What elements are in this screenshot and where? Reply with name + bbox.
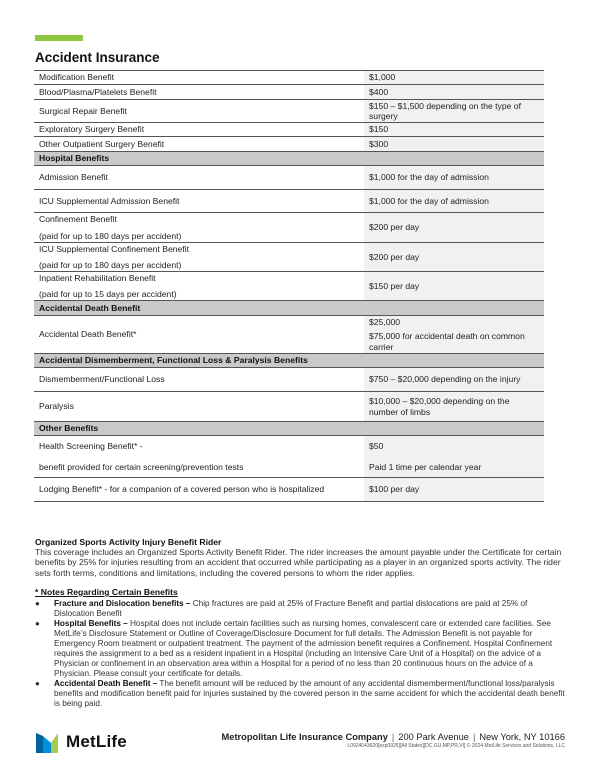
benefit-amount-cell xyxy=(364,436,544,478)
benefit-amount-secondary: $75,000 for accidental death on common carrier xyxy=(369,331,525,352)
logo-text: MetLife xyxy=(66,732,127,751)
table-row xyxy=(34,368,544,392)
table-row xyxy=(34,392,544,422)
table-row xyxy=(34,272,544,301)
rider-section xyxy=(35,537,565,578)
benefit-amount: $50 xyxy=(369,441,384,451)
section-title: Accidental Death Benefit xyxy=(34,301,544,316)
note-lead: Fracture and Dislocation benefits – xyxy=(54,599,191,608)
table-row xyxy=(34,123,544,137)
benefit-note: (paid for up to 180 days per accident) xyxy=(39,230,182,241)
section-title: Hospital Benefits xyxy=(34,152,544,166)
benefit-name: Other Outpatient Surgery Benefit xyxy=(34,137,364,152)
table-row xyxy=(34,243,544,272)
benefit-name: Dismemberment/Functional Loss xyxy=(34,368,364,392)
legal-text: L0924043620[exp0926][All States][DC,GU,MP,PR,VI] © 2024 MetLife Services and Solutions, LLC xyxy=(347,743,565,749)
benefit-name: Surgical Repair Benefit xyxy=(34,100,364,123)
benefit-note: (paid for up to 15 days per accident) xyxy=(39,289,177,299)
benefit-note: (paid for up to 180 days per accident) xyxy=(39,260,182,270)
table-row xyxy=(34,316,544,354)
footer-address-line xyxy=(222,732,565,742)
benefit-amount: $10,000 – $20,000 depending on the number of limbs xyxy=(364,392,544,422)
benefit-amount: $1,000 for the day of admission xyxy=(364,166,544,190)
benefit-cell xyxy=(34,213,364,243)
benefit-name: Exploratory Surgery Benefit xyxy=(34,123,364,137)
benefit-cell xyxy=(34,272,364,301)
note-lead: Hospital Benefits – xyxy=(54,619,128,628)
note-text: The benefit amount will be reduced by the amount of any accidental dismemberment/functional loss/paralysis benefits and modification benefit paid for injuries sustained by the covered person in the same accident for which the accidental death benefit is being paid. xyxy=(54,679,565,708)
page-title: Accident Insurance xyxy=(35,50,160,65)
benefit-name: Modification Benefit xyxy=(34,71,364,85)
table-row xyxy=(34,478,544,502)
table-row xyxy=(34,213,544,243)
bullet-icon: ● xyxy=(35,619,40,628)
footer xyxy=(222,732,565,749)
note-item xyxy=(35,679,565,709)
table-row xyxy=(34,100,544,123)
rider-body: This coverage includes an Organized Sports Activity Benefit Rider. The rider increases the amount payable under the Certificate for certain benefits by 25% for injuries resulting from an accident that occurred while participating as a player in an organized sports activity. The rider sets forth terms, conditions and limitations, including the covered persons to whom the rider applies. xyxy=(35,547,562,578)
accent-bar xyxy=(35,35,83,41)
benefit-amount: $200 per day xyxy=(364,213,544,243)
note-text: Hospital does not include certain facilities such as nursing homes, convalescent care or extended care facilities. See MetLife’s Disclosure Statement or Outline of Coverage/Disclosure Document for full details. The Admission Benefit is not payable for Emergency Room treatment or outpatient treatment. The payment of the admission benefit requires a Confinement. Hospital Confinement requires the assignment to a bed as a resident inpatient in a Hospital (including an Intensive Care Unit of a Hospital) on the advice of a Physician or confinement in an observation area within a Hospital for a period of no less than 20 continuous hours on the advice of a Physician. Please consult your certificate for details. xyxy=(54,619,553,678)
section-title: Other Benefits xyxy=(34,422,544,436)
metlife-logo-icon xyxy=(36,731,58,753)
benefit-amount-secondary: Paid 1 time per calendar year xyxy=(369,461,482,472)
benefit-amount: $200 per day xyxy=(364,243,544,272)
rider-title: Organized Sports Activity Injury Benefit Rider xyxy=(35,537,222,547)
separator: | xyxy=(472,732,476,742)
bullet-icon: ● xyxy=(35,679,40,688)
table-row xyxy=(34,71,544,85)
benefit-cell xyxy=(34,436,364,478)
benefit-amount: $750 – $20,000 depending on the injury xyxy=(364,368,544,392)
benefit-amount: $150 per day xyxy=(364,272,544,301)
section-header-hospital xyxy=(34,152,544,166)
table-row xyxy=(34,166,544,190)
benefit-name: Confinement Benefit xyxy=(39,214,117,224)
metlife-logo xyxy=(36,731,127,753)
benefit-amount: $150 xyxy=(364,123,544,137)
benefit-amount: $150 – $1,500 depending on the type of surgery xyxy=(364,100,544,123)
benefit-name: Paralysis xyxy=(34,392,364,422)
benefit-name: Accidental Death Benefit* xyxy=(34,316,364,354)
notes-list xyxy=(35,599,565,709)
benefit-name: ICU Supplemental Admission Benefit xyxy=(34,190,364,213)
note-lead: Accidental Death Benefit – xyxy=(54,679,158,688)
note-text: Chip fractures are paid at 25% of Fracture Benefit and partial dislocations are paid at 25% of Dislocation Benefit xyxy=(54,599,528,618)
note-item xyxy=(35,619,565,679)
table-row xyxy=(34,85,544,100)
city: New York, NY 10166 xyxy=(479,732,565,742)
benefit-name: Admission Benefit xyxy=(34,166,364,190)
benefit-name: ICU Supplemental Confinement Benefit xyxy=(39,243,189,254)
benefit-amount: $300 xyxy=(364,137,544,152)
benefit-name: Blood/Plasma/Platelets Benefit xyxy=(34,85,364,100)
section-header-death xyxy=(34,301,544,316)
benefits-table xyxy=(34,70,544,502)
benefit-amount: $400 xyxy=(364,85,544,100)
notes-title: * Notes Regarding Certain Benefits xyxy=(35,587,178,597)
benefit-name: Health Screening Benefit* - xyxy=(39,441,143,451)
benefit-amount: $25,000 xyxy=(369,316,401,327)
section-title: Accidental Dismemberment, Functional Loss & Paralysis Benefits xyxy=(34,354,544,368)
bullet-icon: ● xyxy=(35,599,40,608)
section-header-dismemberment xyxy=(34,354,544,368)
table-row xyxy=(34,436,544,478)
table-row xyxy=(34,137,544,152)
benefit-name: Inpatient Rehabilitation Benefit xyxy=(39,272,156,283)
section-header-other xyxy=(34,422,544,436)
note-item xyxy=(35,599,565,619)
benefit-amount: $100 per day xyxy=(364,478,544,502)
benefit-name: Lodging Benefit* - for a companion of a covered person who is hospitalized xyxy=(34,478,364,502)
benefit-amount: $1,000 for the day of admission xyxy=(364,190,544,213)
benefit-amount-cell xyxy=(364,316,544,354)
benefit-amount: $1,000 xyxy=(364,71,544,85)
company-name: Metropolitan Life Insurance Company xyxy=(221,732,388,742)
table-row xyxy=(34,190,544,213)
benefit-cell xyxy=(34,243,364,272)
separator: | xyxy=(391,732,395,742)
benefit-note: benefit provided for certain screening/prevention tests xyxy=(39,461,244,472)
address: 200 Park Avenue xyxy=(398,732,469,742)
